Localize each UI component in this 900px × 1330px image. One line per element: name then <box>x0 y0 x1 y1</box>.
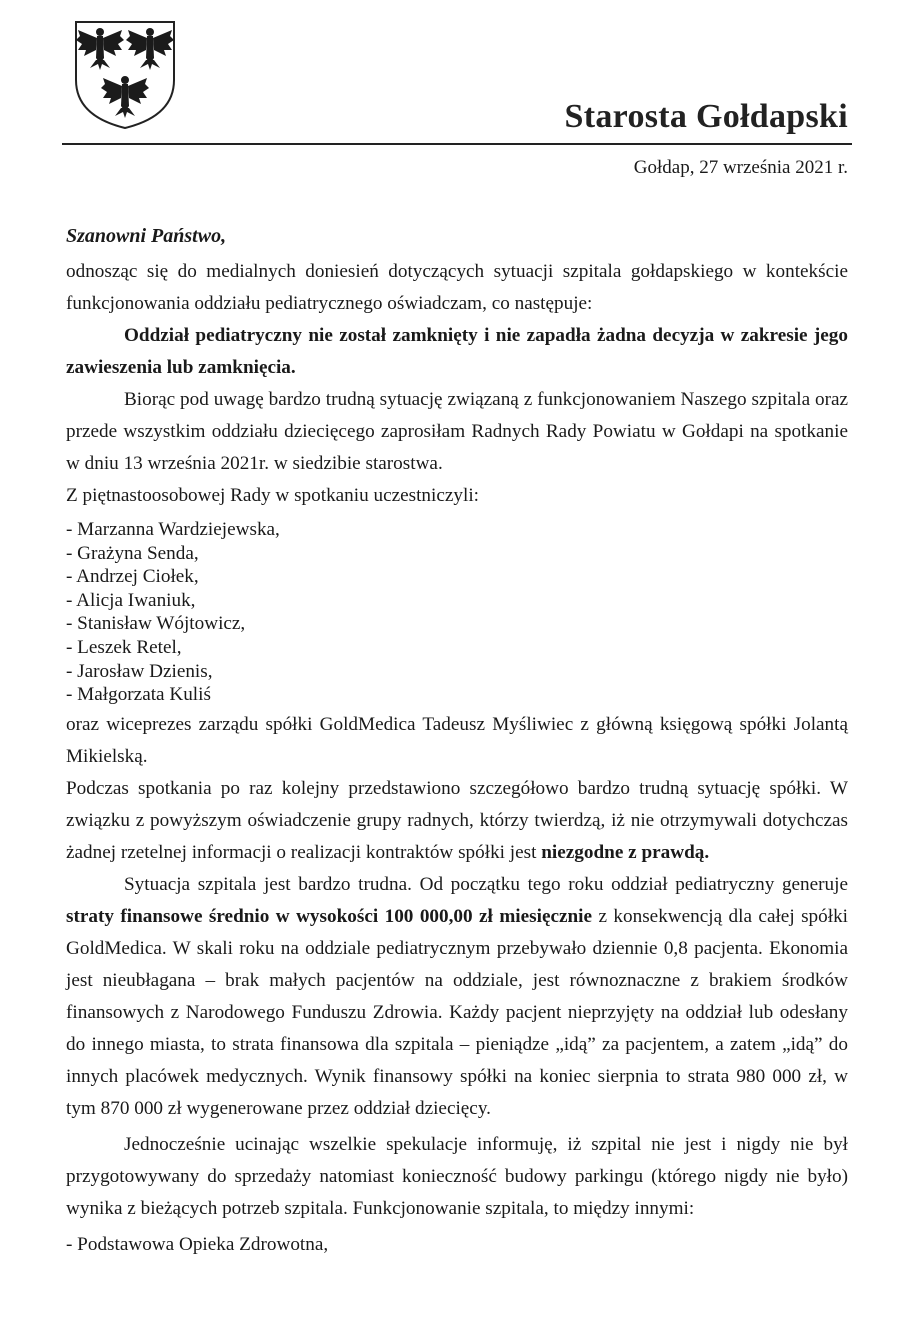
list-item: - Małgorzata Kuliś <box>66 684 211 706</box>
participants-list <box>66 518 848 707</box>
list-item: - Grażyna Senda, <box>66 542 199 564</box>
paragraph-intro: odnosząc się do medialnych doniesień dotyczących sytuacji szpitala gołdapskiego w kontekście funkcjonowania oddziału pediatrycznego oświadczam, co następuje: <box>66 261 848 314</box>
paragraph-finances-start: Sytuacja szpitala jest bardzo trudna. Od początku tego roku oddział pediatryczny generuje <box>124 873 848 895</box>
coat-of-arms-icon <box>72 18 178 130</box>
list-item: - Marzanna Wardziejewska, <box>66 519 280 540</box>
paragraph-finances-bold: straty finansowe średnio w wysokości 100 000,00 zł miesięcznie <box>66 905 593 927</box>
paragraph-meeting-result-bold: niezgodne z prawdą. <box>541 841 710 863</box>
letter-body <box>66 220 848 1261</box>
paragraph-board: oraz wiceprezes zarządu spółki GoldMedica Tadeusz Myśliwiec z główną księgową spółki Jolantą Mikielską. <box>66 713 848 767</box>
letter-date: Gołdap, 27 września 2021 r. <box>633 157 848 178</box>
paragraph-statement: Oddział pediatryczny nie został zamknięty i nie zapadła żadna decyzja w zakresie jego zawieszenia lub zamknięcia. <box>66 325 848 378</box>
services-list <box>66 1229 848 1261</box>
list-item: - Alicja Iwaniuk, <box>66 589 196 611</box>
paragraph-finances-end: z konsekwencją dla całej spółki GoldMedica. W skali roku na oddziale pediatrycznym przebywało dziennie 0,8 pacjenta. Ekonomia jest nieubłagana – brak małych pacjentów na oddziale, jest równoznaczne z brakiem środków finansowych z Narodowego Funduszu Zdrowia. Każdy pacjent nieprzyjęty na oddział lub odesłany do innego miasta, to strata finansowa dla szpitala – pieniądze „idą” za pacjentem, a zatem „idą” do innych placówek medycznych. Wynik finansowy spółki na koniec sierpnia to strata 980 000 zł, w tym 870 000 zł wygenerowane przez oddział dziecięcy. <box>66 905 848 1119</box>
list-item: - Andrzej Ciołek, <box>66 566 199 588</box>
paragraph-meeting-result <box>66 773 848 869</box>
paragraph-hospital: Jednocześnie ucinając wszelkie spekulacje informuję, iż szpital nie jest i nigdy nie był przygotowywany do sprzedaży natomiast konieczność budowy parkingu (którego nigdy nie było) wynika z bieżących potrzeb szpitala. Funkcjonowanie szpitala, to między innymi: <box>66 1133 848 1219</box>
list-item: - Jarosław Dzienis, <box>66 660 213 682</box>
salutation: Szanowni Państwo, <box>66 225 227 247</box>
paragraph-meeting-result-text: Podczas spotkania po raz kolejny przedstawiono szczegółowo bardzo trudną sytuację spółki. W związku z powyższym oświadczenie grupy radnych, którzy twierdzą, iż nie otrzymywali dotychczas żadnej rzetelnej informacji o realizacji kontraktów spółki jest <box>66 777 848 863</box>
paragraph-meeting: Biorąc pod uwagę bardzo trudną sytuację związaną z funkcjonowaniem Naszego szpitala oraz przede wszystkim oddziału dziecięcego zaprosiłam Radnych Rady Powiatu w Gołdapi na spotkanie w dniu 13 września 2021r. w siedzibie starostwa. <box>66 389 848 474</box>
list-item: - Leszek Retel, <box>66 636 182 658</box>
list-item: - Stanisław Wójtowicz, <box>66 613 246 635</box>
paragraph-finances <box>66 869 848 1125</box>
header-divider <box>62 143 852 145</box>
office-title: Starosta Gołdapski <box>564 98 848 135</box>
list-item: - Podstawowa Opieka Zdrowotna, <box>66 1233 329 1255</box>
paragraph-attendees-intro: Z piętnastoosobowej Rady w spotkaniu uczestniczyli: <box>66 485 479 506</box>
